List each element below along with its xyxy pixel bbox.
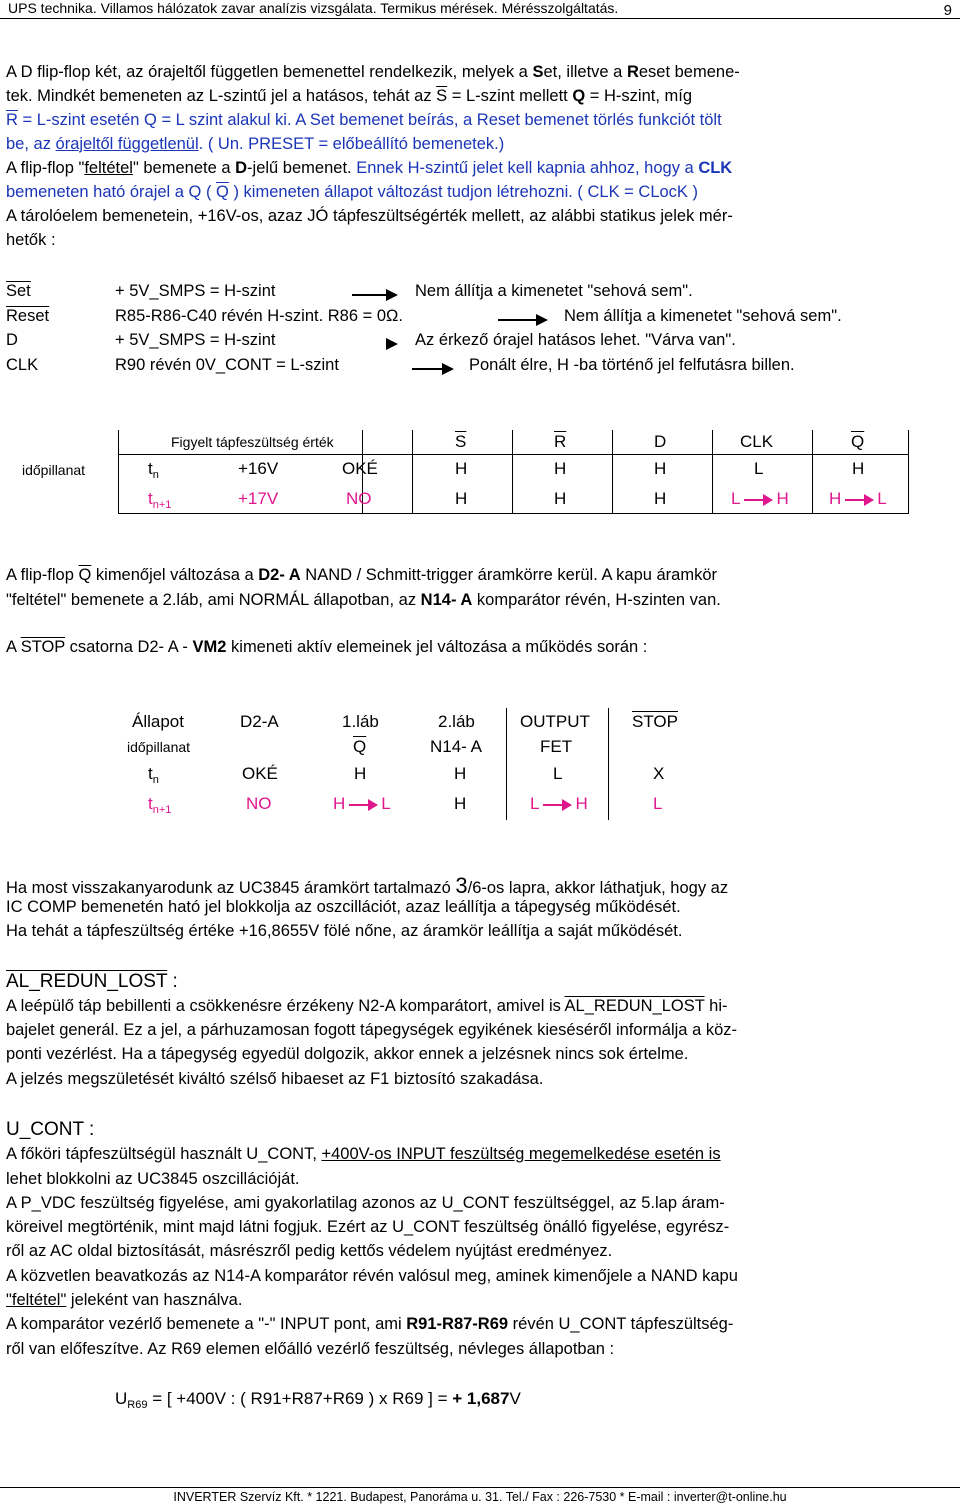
table2-cell: L bbox=[553, 764, 563, 783]
para3-line-1: Ha most visszakanyarodunk az UC3845 áramkört tartalmazó 3/6-os lapra, akkor láthatjuk, hogy az bbox=[6, 873, 729, 898]
table1-rule bbox=[118, 454, 908, 455]
table1-cell: H bbox=[455, 489, 468, 508]
al-redun-line-1: A leépülő táp bebillenti a csökkenésre érzékeny N2-A komparátort, amivel is AL_REDUN_LOST hi- bbox=[6, 997, 728, 1015]
formula: $U_{R69}$ = [ +400V : ( R91+R87+R69 ) x R69 ] = + 1,687V bbox=[115, 1389, 521, 1411]
table2-cell: OKÉ bbox=[242, 764, 278, 783]
table2-cell: H bbox=[454, 794, 467, 813]
table1-cell-transition: H L bbox=[829, 489, 887, 508]
u-cont-line-8: A komparátor vezérlő bemenete a "-" INPUT pont, ami R91-R87-R69 révén U_CONT tápfeszültség- bbox=[6, 1315, 734, 1333]
table2-cell: H bbox=[354, 764, 367, 783]
table1-row-time: $t_{n+1}$ bbox=[148, 489, 172, 511]
table1-cell: H bbox=[654, 489, 667, 508]
arrow-right-icon bbox=[845, 499, 871, 501]
u-cont-line-9: ről van előfeszítve. Az R69 elemen előálló vezérlő feszültség, névleges állapotban : bbox=[6, 1340, 615, 1358]
table2-cell-transition: H L bbox=[333, 794, 391, 813]
signal-name-d: D bbox=[6, 331, 18, 349]
intro-line-6: bemeneten ható órajel a Q ( $\overline{Q}$ ) kimeneten állapot változást tudjon létrehozni. ( CLK = CLocK ) bbox=[6, 183, 699, 201]
intro-line-5: A flip-flop "feltétel" bemenete a D-jelű bemenet. Ennek H-szintű jelet kell kapnia ahhoz, hogy a CLK bbox=[6, 159, 733, 177]
para2-line-2: "feltétel" bemenete a 2.láb, ami NORMÁL állapotban, az N14- A komparátor révén, H-szinten van. bbox=[6, 591, 721, 609]
table1-cell: H bbox=[455, 459, 468, 478]
table1-cell: H bbox=[554, 489, 567, 508]
table2-row-label: időpillanat bbox=[127, 739, 191, 755]
intro-line-2: tek. Mindkét bemeneten az L-szintű jel a hatásos, tehát az $\overline{S}$ = L-szint mellett Q = H-szint, míg bbox=[6, 87, 693, 105]
table1-col-d: D bbox=[654, 432, 667, 451]
table1-rule bbox=[512, 430, 513, 514]
table1-col-clk: CLK bbox=[740, 432, 774, 451]
table1-col-s: $\overline{S}$ bbox=[455, 432, 467, 451]
table1-cell: H bbox=[654, 459, 667, 478]
intro-line-7: A tárolóelem bemenetein, +16V-os, azaz JÓ tápfeszültségérték mellett, az alábbi statikus jelek mér- bbox=[6, 207, 733, 225]
section-title-u-cont: U_CONT : bbox=[6, 1119, 95, 1140]
u-cont-line-7: "feltétel" jeleként van használva. bbox=[6, 1291, 243, 1309]
intro-line-1: A D flip-flop két, az órajeltől független bemenettel rendelkezik, melyek a Set, illetve a Reset bemene- bbox=[6, 63, 740, 81]
intro-line-3: $\overline{R}$ = L-szint esetén Q = L szint alakul ki. A Set bemenet beírás, a Reset bemenet törlés funkciót tölt bbox=[6, 111, 722, 129]
signal-name-reset: Reset bbox=[6, 307, 50, 325]
table2-subheader: FET bbox=[540, 737, 573, 756]
arrow-right-icon bbox=[498, 319, 546, 321]
table1-cell: L bbox=[754, 459, 764, 478]
table2-cell: H bbox=[454, 764, 467, 783]
table2-cell-transition: L H bbox=[530, 794, 588, 813]
al-redun-line-3: ponti vezérlést. Ha a tápegység egyedül dolgozik, akkor ennek a jelzésnek nincs sok értelme. bbox=[6, 1045, 689, 1063]
table2-header: Állapot bbox=[132, 712, 184, 731]
table1-header-label: Figyelt tápfeszültség érték bbox=[171, 434, 334, 450]
table1-rule bbox=[612, 430, 613, 514]
table1-row-voltage: +16V bbox=[238, 459, 279, 478]
table2-subheader: $\overline{Q}$ bbox=[353, 737, 367, 756]
page-header: UPS technika. Villamos hálózatok zavar analízis vizsgálata. Termikus mérések. Mérésszolgáltatás. bbox=[8, 0, 619, 16]
section-title-al-redun: AL_REDUN_LOST : bbox=[6, 971, 178, 992]
arrow-spacer bbox=[352, 343, 396, 345]
table2-header: 2.láb bbox=[438, 712, 475, 731]
table2-header: STOP bbox=[632, 712, 678, 731]
arrow-right-icon bbox=[744, 499, 770, 501]
signal-result-d: Az érkező órajel hatásos lehet. "Várva van". bbox=[415, 331, 736, 349]
table1-col-q: $\overline{Q}$ bbox=[851, 432, 865, 451]
signal-cond-d: + 5V_SMPS = H-szint bbox=[115, 331, 276, 349]
al-redun-line-2: bajelet generál. Ez a jel, a párhuzamosan fogott tápegységek egyikének kieséséről informálja a köz- bbox=[6, 1021, 738, 1039]
signal-result-clk: Ponált élre, H -ba történő jel felfutásra billen. bbox=[469, 356, 795, 374]
para3-line-2: IC COMP bemenetén ható jel blokkolja az oszcillációt, azaz leállítja a tápegység működését. bbox=[6, 898, 681, 916]
table1-row-voltage: +17V bbox=[238, 489, 279, 508]
table1-cell: H bbox=[554, 459, 567, 478]
table2-cell: NO bbox=[246, 794, 272, 813]
page-number: 9 bbox=[943, 2, 952, 19]
table1-cell: H bbox=[852, 459, 865, 478]
intro-line-8: hetők : bbox=[6, 231, 56, 249]
table2-row-time: $t_n$ bbox=[148, 764, 159, 786]
para3-line-3: Ha tehát a tápfeszültség értéke +16,8655V fölé nőne, az áramkör leállítja a saját működését. bbox=[6, 922, 683, 940]
para2-line-1: A flip-flop $\overline{Q}$ kimenőjel változása a D2- A NAND / Schmitt-trigger áramkörre kerül. A kapu áramkör bbox=[6, 566, 718, 584]
footer-rule bbox=[0, 1487, 960, 1488]
signal-name-set: $\overline{Set}$ bbox=[6, 282, 31, 300]
table1-rule bbox=[908, 430, 909, 514]
table2-rule bbox=[608, 708, 609, 820]
table2-header: 1.láb bbox=[342, 712, 379, 731]
para2-line-3: A STOP csatorna D2- A - VM2 kimeneti aktív elemeinek jel változása a működés során : bbox=[6, 638, 648, 656]
u-cont-line-3: A P_VDC feszültség figyelése, ami gyakorlatilag azonos az U_CONT feszültséggel, az 5.lap áram- bbox=[6, 1194, 725, 1212]
u-cont-line-4: köreivel megtörténik, mint majd látni fogjuk. Ezért az U_CONT feszültség önálló figyelése, egyrész- bbox=[6, 1218, 730, 1236]
table1-row-status: OKÉ bbox=[342, 459, 378, 478]
signal-cond-set: + 5V_SMPS = H-szint bbox=[115, 282, 276, 300]
table1-col-r: $\overline{R}$ bbox=[554, 432, 567, 451]
table1-rule bbox=[812, 430, 813, 514]
u-cont-line-5: ről az AC oldal biztosítását, másrészről pedig kettős védelem nyújtást eredményez. bbox=[6, 1242, 613, 1260]
signal-name-clk: CLK bbox=[6, 356, 39, 374]
signal-cond-clk: R90 révén 0V_CONT = L-szint bbox=[115, 356, 339, 374]
table2-cell: X bbox=[653, 764, 665, 783]
signal-result-reset: Nem állítja a kimenetet "sehová sem". bbox=[564, 307, 842, 325]
arrow-right-icon bbox=[412, 368, 452, 370]
arrow-right-icon bbox=[543, 804, 569, 806]
table1-rule bbox=[712, 430, 713, 514]
intro-line-4: be, az órajeltől függetlenül. ( Un. PRESET = előbeállító bemenetek.) bbox=[6, 135, 505, 153]
page-footer: INVERTER Szervíz Kft. * 1221. Budapest, Panoráma u. 31. Tel./ Fax : 226-7530 * E-mail : inverter@t-online.hu bbox=[173, 1490, 787, 1504]
table2-cell: L bbox=[653, 794, 663, 813]
table1-row-label: időpillanat bbox=[22, 462, 86, 478]
table2-header: D2-A bbox=[240, 712, 279, 731]
arrow-right-icon bbox=[349, 804, 375, 806]
table1-rule bbox=[118, 513, 908, 514]
signal-cond-reset: R85-R86-C40 révén H-szint. R86 = 0Ω. bbox=[115, 307, 403, 325]
table2-rule bbox=[506, 708, 507, 820]
table1-rule bbox=[118, 430, 119, 514]
table2-header: OUTPUT bbox=[520, 712, 590, 731]
arrow-right-icon bbox=[352, 294, 396, 296]
table1-cell-transition: L H bbox=[731, 489, 789, 508]
table1-rule bbox=[412, 430, 413, 514]
u-cont-line-1: A főköri tápfeszültségül használt U_CONT, +400V-os INPUT feszültség megemelkedése esetén is bbox=[6, 1145, 721, 1163]
header-rule bbox=[0, 18, 960, 19]
u-cont-line-2: lehet blokkolni az UC3845 oszcillációját. bbox=[6, 1170, 300, 1188]
signal-result-set: Nem állítja a kimenetet "sehová sem". bbox=[415, 282, 693, 300]
u-cont-line-6: A közvetlen beavatkozás az N14-A komparátor révén valósul meg, aminek kimenőjele a NAND kapu bbox=[6, 1267, 738, 1285]
table1-row-time: $t_n$ bbox=[148, 459, 159, 481]
table2-subheader: N14- A bbox=[430, 737, 482, 756]
al-redun-line-4: A jelzés megszületését kiváltó szélső hibaeset az F1 biztosító szakadása. bbox=[6, 1070, 544, 1088]
table2-row-time: $t_{n+1}$ bbox=[148, 794, 172, 816]
table1-row-status: NO bbox=[346, 489, 372, 508]
